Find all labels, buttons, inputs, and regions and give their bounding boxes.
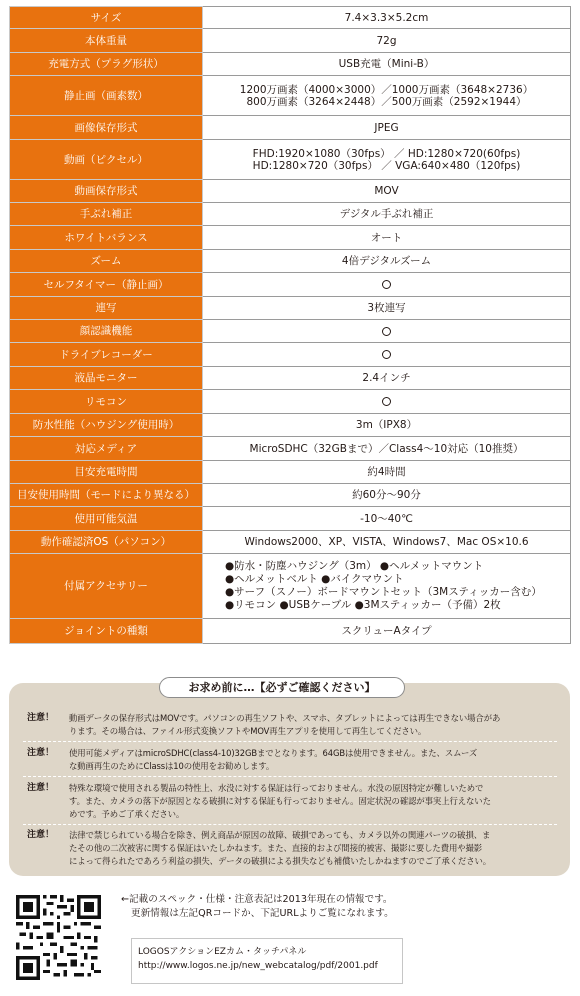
spec-value: 3枚連写 [203, 297, 571, 320]
spec-label: ジョイントの種類 [10, 619, 203, 644]
link-title: LOGOSアクションEZカム・タッチパネル [138, 947, 307, 957]
notice-line: たその他の二次被害に関する保証はいたしかねます。また、直接的および間接的被害、撮影に要した費用や撮影 [69, 843, 483, 853]
spec-value [203, 140, 571, 180]
spec-label: 目安使用時間（モードにより異なる） [10, 484, 203, 507]
notice-text [69, 829, 555, 868]
spec-row [10, 343, 571, 367]
accessory-line: ●防水・防塵ハウジング（3m） ●ヘルメットマウント [225, 560, 484, 572]
notice-line: ります。その場合は、ファイル形式変換ソフトやMOV再生アプリを使用して再生してください。 [69, 726, 427, 736]
divider [23, 741, 557, 742]
info-text [121, 893, 394, 921]
spec-row [10, 53, 571, 76]
spec-value: デジタル手ぶれ補正 [203, 203, 571, 226]
spec-label: 目安充電時間 [10, 461, 203, 484]
spec-label: 動画保存形式 [10, 180, 203, 203]
spec-value: 3m（IPX8） [203, 414, 571, 437]
circle-mark-icon [382, 397, 391, 406]
spec-row [10, 554, 571, 619]
spec-label: 顔認識機能 [10, 320, 203, 343]
notice-text [69, 747, 555, 773]
spec-label: 使用可能気温 [10, 507, 203, 531]
spec-value: Windows2000、XP、VISTA、Windows7、Mac OS×10.6 [203, 531, 571, 554]
spec-label: 動画（ピクセル） [10, 140, 203, 180]
notice-line: 法律で禁じられている場合を除き、例え商品が原因の故障、破損であっても、カメラ以外の関連パーツの破損、ま [69, 830, 491, 840]
info-line: ←記載のスペック・仕様・注意表記は2013年現在の情報です。 [121, 894, 393, 905]
spec-value-line: FHD:1920×1080（30fps） ／ HD:1280×720(60fps) [252, 147, 521, 160]
spec-label: 液晶モニター [10, 367, 203, 390]
spec-label: セルフタイマー（静止画） [10, 273, 203, 297]
spec-row [10, 320, 571, 343]
spec-value: MOV [203, 180, 571, 203]
divider [23, 776, 557, 777]
spec-value [203, 320, 571, 343]
notice-line: によって得られたであろう利益の損失、データの破損による損失なども補償いたしかねますのでご了承ください。 [69, 856, 492, 866]
spec-row [10, 273, 571, 297]
info-line: 更新情報は左記QRコードか、下記URLよりご覧になれます。 [131, 908, 394, 919]
spec-row [10, 484, 571, 507]
notice-label: 注意！ [27, 713, 55, 723]
spec-value: MicroSDHC（32GBまで）／Class4〜10対応（10推奨） [203, 437, 571, 461]
notice-box [9, 683, 570, 876]
spec-label: 防水性能（ハウジング使用時） [10, 414, 203, 437]
spec-label: 付属アクセサリー [10, 554, 203, 619]
spec-row [10, 203, 571, 226]
spec-row [10, 116, 571, 140]
spec-label: ホワイトバランス [10, 226, 203, 250]
notice-item [27, 782, 555, 821]
spec-row [10, 76, 571, 116]
spec-value: 2.4インチ [203, 367, 571, 390]
spec-value: 7.4×3.3×5.2cm [203, 7, 571, 29]
spec-row [10, 437, 571, 461]
spec-row [10, 180, 571, 203]
spec-row [10, 414, 571, 437]
spec-row [10, 461, 571, 484]
spec-label: 手ぶれ補正 [10, 203, 203, 226]
spec-value [203, 343, 571, 367]
notice-text [69, 712, 555, 738]
spec-value-line: 1200万画素（4000×3000）／1000万画素（3648×2736） [239, 83, 534, 96]
spec-value: -10〜40℃ [203, 507, 571, 531]
notice-text [69, 782, 555, 821]
spec-value [203, 273, 571, 297]
notice-line: 特殊な環境で使用される製品の特性上、水没に対する保証は行っておりません。水没の原因特定が難しいためで [69, 783, 484, 793]
spec-value: オート [203, 226, 571, 250]
link-box[interactable] [131, 938, 403, 984]
spec-label: 対応メディア [10, 437, 203, 461]
spec-value: スクリューAタイプ [203, 619, 571, 644]
notice-item [27, 829, 555, 868]
spec-row [10, 390, 571, 414]
spec-value: 4倍デジタルズーム [203, 250, 571, 273]
spec-row [10, 507, 571, 531]
spec-row [10, 140, 571, 180]
spec-row [10, 7, 571, 29]
divider [23, 824, 557, 825]
spec-value [203, 390, 571, 414]
qr-code-icon[interactable] [16, 895, 101, 980]
spec-label: 画像保存形式 [10, 116, 203, 140]
accessory-line: ●リモコン ●USBケーブル ●3Mスティッカー（予備）2枚 [225, 599, 501, 611]
notice-line: 使用可能メディアはmicroSDHC(class4-10)32GBまでとなります。64GBは使用できません。また、スムーズ [69, 748, 478, 758]
spec-value: JPEG [203, 116, 571, 140]
accessory-line: ●サーフ（スノー）ボードマウントセット（3Mスティッカー含む） [225, 586, 542, 598]
spec-value: USB充電（Mini-B） [203, 53, 571, 76]
spec-row [10, 619, 571, 644]
spec-row [10, 531, 571, 554]
notice-label: 注意！ [27, 783, 55, 793]
spec-value: 72g [203, 29, 571, 53]
circle-mark-icon [382, 327, 391, 336]
circle-mark-icon [382, 280, 391, 289]
notice-label: 注意！ [27, 748, 55, 758]
spec-label: 充電方式（プラグ形状） [10, 53, 203, 76]
spec-label: サイズ [10, 7, 203, 29]
notice-line: な動画再生のためにClassは10の使用をお勧めします。 [69, 761, 275, 771]
spec-table [9, 6, 571, 644]
spec-row [10, 367, 571, 390]
spec-value-line: HD:1280×720（30fps） ／ VGA:640×480（120fps) [252, 159, 521, 172]
spec-label: ドライブレコーダー [10, 343, 203, 367]
spec-label: 静止画（画素数） [10, 76, 203, 116]
circle-mark-icon [382, 350, 391, 359]
notice-label: 注意！ [27, 830, 55, 840]
spec-label: ズーム [10, 250, 203, 273]
notice-item [27, 712, 555, 738]
notice-title: お求め前に…【必ずご確認ください】 [159, 677, 405, 698]
spec-value: 約60分〜90分 [203, 484, 571, 507]
link-url[interactable]: http://www.logos.ne.jp/new_webcatalog/pdf/2001.pdf [138, 961, 378, 971]
accessory-line: ●ヘルメットベルト ●バイクマウント [225, 573, 404, 585]
spec-row [10, 226, 571, 250]
spec-label: 動作確認済OS（パソコン） [10, 531, 203, 554]
notice-line: 動画データの保存形式はMOVです。パソコンの再生ソフトや、スマホ、タブレットによっては再生できない場合があ [69, 713, 501, 723]
spec-value-line: 800万画素（3264×2448）／500万画素（2592×1944） [246, 95, 527, 108]
spec-value [203, 554, 571, 619]
notice-line: す。また、カメラの落下が原因となる破損に対する保証も行っておりません。固定状況の確認が事実上行えないた [69, 796, 491, 806]
spec-label: リモコン [10, 390, 203, 414]
spec-row [10, 250, 571, 273]
spec-row [10, 29, 571, 53]
spec-label: 連写 [10, 297, 203, 320]
spec-label: 本体重量 [10, 29, 203, 53]
spec-value: 約4時間 [203, 461, 571, 484]
spec-value [203, 76, 571, 116]
notice-item [27, 747, 555, 773]
notice-line: めです。予めご了承ください。 [69, 809, 185, 819]
spec-row [10, 297, 571, 320]
